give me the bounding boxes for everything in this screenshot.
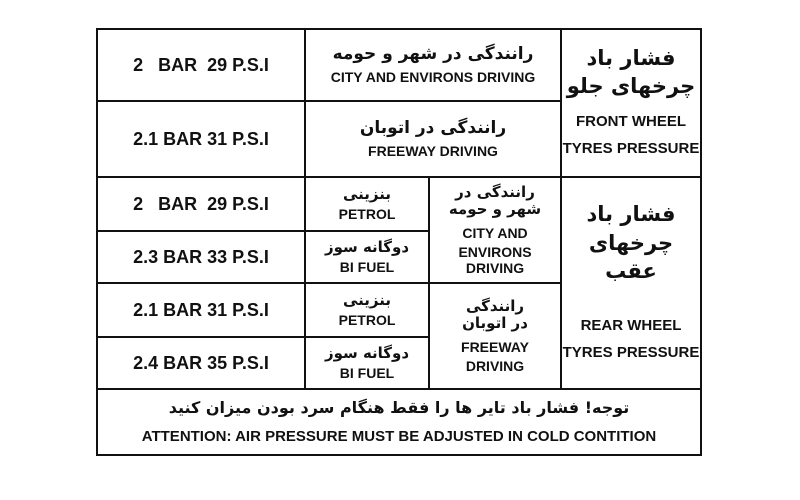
front-freeway-pressure-cell <box>96 100 306 178</box>
front-label-fa-line1: فشار باد <box>586 45 676 70</box>
rear-freeway-condition-fa-line1: رانندگی <box>465 297 525 316</box>
front-freeway-condition-en: FREEWAY DRIVING <box>368 143 498 160</box>
rear-freeway-petrol-fuel-en: PETROL <box>338 312 396 329</box>
front-wheel-label-cell <box>560 28 702 178</box>
front-city-pressure-cell <box>96 28 306 102</box>
front-city-condition-en: CITY AND ENVIRONS DRIVING <box>330 69 536 86</box>
rear-label-fa-line2: چرخهای <box>588 230 674 255</box>
front-city-condition-cell <box>304 28 562 102</box>
rear-freeway-petrol-pressure: 2.1 BAR 31 P.S.I <box>133 299 269 320</box>
rear-city-petrol-fuel-fa: بنزینی <box>342 184 392 203</box>
attention-note-fa: توجه! فشار باد تایر ها را فقط هنگام سرد بودن میزان کنید <box>168 398 630 418</box>
front-city-condition-fa: رانندگی در شهر و حومه <box>332 43 534 64</box>
front-label-fa-line2: چرخهای جلو <box>566 74 696 98</box>
front-freeway-condition-cell <box>304 100 562 178</box>
attention-note-en: ATTENTION: AIR PRESSURE MUST BE ADJUSTED IN COLD CONTITION <box>141 427 657 445</box>
rear-freeway-bifuel-fuel-fa: دوگانه سوز <box>324 343 410 362</box>
rear-freeway-condition-en-line2: DRIVING <box>465 357 525 374</box>
rear-city-bifuel-pressure-cell <box>96 230 306 284</box>
rear-city-condition-fa-line1: رانندگی در <box>455 183 535 202</box>
rear-label-fa-line3: عقب <box>605 259 657 284</box>
rear-label-en-line1: REAR WHEEL <box>580 316 682 334</box>
rear-city-bifuel-pressure: 2.3 BAR 33 P.S.I <box>133 246 269 267</box>
rear-freeway-condition-cell <box>428 282 562 390</box>
rear-city-bifuel-fuel-fa: دوگانه سوز <box>324 237 410 256</box>
rear-label-en-line2: TYRES PRESSURE <box>562 343 700 361</box>
rear-freeway-bifuel-fuel-cell <box>304 336 430 390</box>
rear-freeway-condition-en-line1: FREEWAY <box>461 338 529 355</box>
front-label-en-line1: FRONT WHEEL <box>576 113 686 131</box>
front-freeway-condition-fa: رانندگی در اتوبان <box>359 117 507 138</box>
rear-city-condition-en-line2: ENVIRONS DRIVING <box>458 243 532 276</box>
rear-freeway-condition-fa-line2: در اتوبان <box>462 314 528 333</box>
rear-city-bifuel-fuel-en: BI FUEL <box>339 259 395 276</box>
rear-freeway-petrol-fuel-cell <box>304 282 430 338</box>
front-city-pressure: 2 BAR 29 P.S.I <box>133 54 269 75</box>
rear-wheel-label-cell <box>560 176 702 390</box>
rear-city-petrol-fuel-en: PETROL <box>338 206 396 223</box>
rear-city-condition-fa-line2: شهر و حومه <box>448 200 542 219</box>
front-freeway-pressure: 2.1 BAR 31 P.S.I <box>133 128 269 149</box>
rear-city-condition-en-line1: CITY AND <box>462 224 528 241</box>
rear-city-petrol-fuel-cell <box>304 176 430 232</box>
rear-label-fa-line1: فشار باد <box>586 202 676 227</box>
front-label-en-line2: TYRES PRESSURE <box>562 140 700 158</box>
rear-freeway-bifuel-pressure: 2.4 BAR 35 P.S.I <box>133 352 269 373</box>
rear-freeway-petrol-fuel-fa: بنزینی <box>342 290 392 309</box>
rear-city-condition-cell <box>428 176 562 284</box>
rear-freeway-petrol-pressure-cell <box>96 282 306 338</box>
rear-freeway-bifuel-fuel-en: BI FUEL <box>339 365 395 382</box>
attention-note <box>98 390 700 454</box>
rear-freeway-bifuel-pressure-cell <box>96 336 306 390</box>
rear-city-petrol-pressure-cell <box>96 176 306 232</box>
rear-city-bifuel-fuel-cell <box>304 230 430 284</box>
rear-city-petrol-pressure: 2 BAR 29 P.S.I <box>133 193 269 214</box>
